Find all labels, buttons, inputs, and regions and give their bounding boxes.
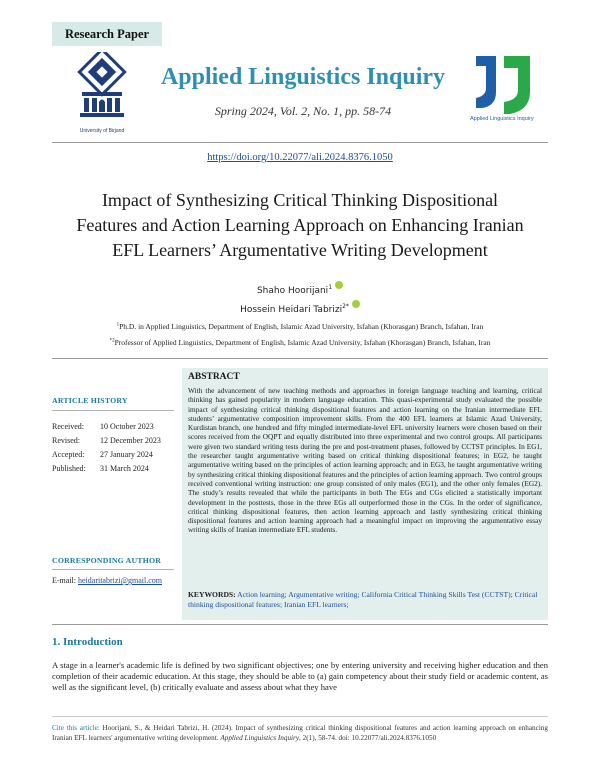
affiliation-text: Ph.D. in Applied Linguistics, Department of English, Islamic Azad University, Isfahan (Khorasgan) Branch, Isfahan, Iran [119, 322, 484, 331]
footer-divider [52, 716, 548, 717]
corresponding-rule [52, 569, 174, 570]
author-name: Shaho Hoorijani [256, 286, 329, 296]
issue-info: Spring 2024, Vol. 2, No. 1, pp. 58-74 [214, 104, 392, 118]
orcid-icon[interactable] [335, 281, 343, 289]
journal-logo-caption: Applied Linguistics Inquiry [470, 116, 534, 122]
history-revised [52, 436, 182, 449]
affiliation-sup: 1 [116, 322, 120, 328]
history-label: Accepted: [52, 450, 85, 459]
university-logo [74, 52, 130, 132]
history-received [52, 422, 182, 435]
corresponding-email [52, 576, 162, 585]
university-logo-caption: University of Birjand [79, 128, 125, 134]
citation-journal: Applied Linguistics Inquiry [220, 733, 300, 742]
affiliation-divider [52, 358, 548, 359]
citation [52, 724, 548, 743]
affiliation-text: Professor of Applied Linguistics, Department of English, Islamic Azad University, Isfahan (Khorasgan) Branch, Isfahan, Iran [114, 338, 491, 347]
journal-logo-icon [470, 52, 536, 118]
author-sup: 1 [328, 284, 333, 291]
doi-link[interactable]: https://doi.org/10.22077/ali.2024.8376.1050 [207, 152, 393, 163]
history-accepted [52, 450, 182, 463]
history-value: 10 October 2023 [100, 422, 154, 431]
citation-text: Hoorijani, S., & Heidari Tabrizi, H. (2024). Impact of synthesizing critical thinking dispositional features and action learning approach on enhancing Iranian EFL learners' argumentative writing development. [52, 724, 548, 742]
article-type-tag: Research Paper [52, 22, 162, 46]
author-list [150, 280, 450, 318]
author-2 [150, 299, 450, 318]
history-value: 12 December 2023 [100, 436, 161, 445]
affiliation-sup: *2 [109, 338, 115, 344]
introduction-heading: 1. Introduction [52, 636, 123, 648]
keywords-label: KEYWORDS: [188, 590, 236, 599]
author-1 [150, 280, 450, 299]
citation-tail: , 2(1), 58-74. doi: 10.22077/ali.2024.8376.1050 [299, 733, 437, 742]
email-link[interactable]: heidaritabrizi@gmail.com [78, 576, 163, 585]
affiliation-2 [52, 338, 548, 347]
orcid-icon[interactable] [352, 300, 360, 308]
history-label: Published: [52, 464, 86, 473]
header-divider [52, 142, 548, 143]
email-label: E-mail: [52, 576, 76, 585]
affiliation-1 [52, 322, 548, 331]
university-emblem-icon [74, 52, 130, 132]
author-name: Hossein Heidari Tabrizi [240, 305, 343, 315]
keywords-text: Action learning; Argumentative writing; California Critical Thinking Skills Test (CCTST); Critical thinking dispositional features; Iranian EFL learners; [188, 590, 538, 609]
history-value: 27 January 2024 [100, 450, 153, 459]
author-sup: 2* [342, 303, 349, 310]
abstract-heading: ABSTRACT [188, 372, 240, 382]
citation-label: Cite this article: [52, 724, 100, 732]
article-history-rule [52, 410, 174, 411]
history-label: Received: [52, 422, 84, 431]
section-divider [52, 624, 548, 625]
abstract-text: With the advancement of new teaching methods and approaches in foreign language teaching and learning, critical thinking has gained popularity in modern language education. This quasi-experimental study evaluated the possible impact of synthesizing critical thinking dispositional features and action learning on the Iranian intermediate EFL students’ argumentative composition improvement skills. From the 400 EFL learners at Islamic Azad University, Kurdistan branch, one hundred and fifty mingled intermediate-level EFL university learners were chosen based on their scores received from the OQPT and equally distributed into three experimental and two control groups. All participants were given two standard writing tests during the pre and post-treatment phases, followed by CCTST principles. In EG1, the researcher taught argumentative writing based on critical thinking dispositional features; in EG2, he taught argumentative writing based on the principles of action learning approach; and in EG3, he taught argumentative writing by synthesizing critical thinking dispositional features and the principles of action learning approach. Two control groups received conventional writing instruction: one group consisted of only males (EG1), and the other only females (EG2). The study’s results revealed that while the participants in both The EGs and CGs elicited a statistically important development in the posttests, those in the three EGs all outperformed those in the CGs. In the order of significance, critical thinking dispositional features, then action learning approach and lastly synthesizing critical thinking dispositional features and action learning approach had a meaningful impact on improving the argumentative essay writing skills of Iranian intermediate EFL students. [188, 386, 542, 535]
history-label: Revised: [52, 436, 80, 445]
keywords [188, 590, 542, 610]
corresponding-author-heading: CORRESPONDING AUTHOR [52, 556, 162, 565]
history-value: 31 March 2024 [100, 464, 149, 473]
journal-logo [470, 52, 536, 138]
article-history-heading: ARTICLE HISTORY [52, 396, 128, 405]
history-published [52, 464, 182, 477]
introduction-text: A stage in a learner's academic life is defined by two significant objectives; one by entering university and receiving higher education and then completion of their academic education. At this stage, they should be able to (a) gain competency about their study field or academic content, as well as the significant level, (b) critically evaluate and assess about what they have [52, 660, 548, 692]
journal-name: Applied Linguistics Inquiry [160, 64, 446, 90]
paper-title: Impact of Synthesizing Critical Thinking Dispositional Features and Action Learning Approach on Enhancing Iranian EFL Learners’ Argumentative Writing Development [76, 190, 524, 260]
